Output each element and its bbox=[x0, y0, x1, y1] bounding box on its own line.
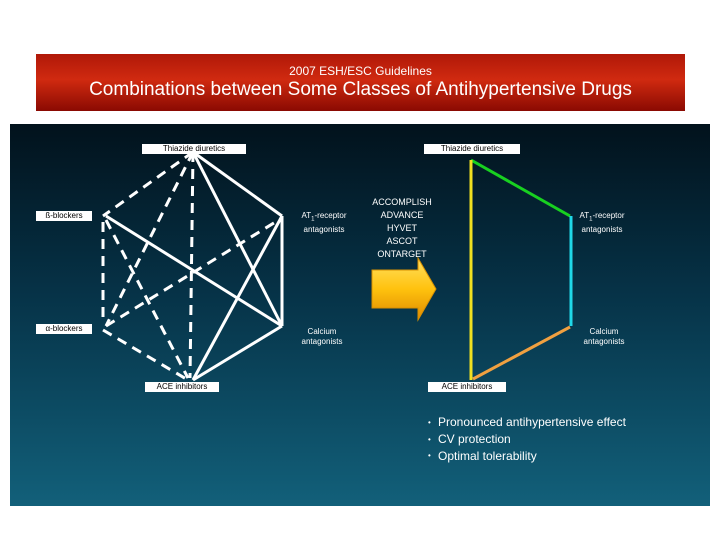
edge-thiazide-beta bbox=[103, 152, 193, 216]
benefit-item bbox=[428, 448, 626, 465]
label-calcium-right bbox=[574, 327, 634, 347]
thiazide-text: Thiazide diuretics bbox=[162, 144, 226, 153]
label-at1-left bbox=[292, 211, 356, 235]
benefit-item bbox=[428, 414, 626, 431]
label-thiazide-left bbox=[142, 144, 246, 154]
bullet-icon: • bbox=[428, 417, 431, 427]
label-at1-right bbox=[570, 211, 634, 235]
trial-item: HYVET bbox=[386, 223, 417, 233]
calcium-line1: Calcium bbox=[307, 327, 337, 336]
edge-thiazide-alpha bbox=[106, 152, 193, 326]
at1-line2: antagonists bbox=[581, 224, 623, 234]
calcium-line2: antagonists bbox=[583, 337, 625, 346]
label-ace-right bbox=[428, 382, 506, 392]
bullet-icon: • bbox=[428, 434, 431, 444]
edge-thiazide-at1-green bbox=[471, 160, 570, 216]
edge-alpha-ace bbox=[103, 330, 188, 380]
edge-calcium-ace-orange bbox=[473, 327, 570, 379]
guidelines-subtitle: 2007 ESH/ESC Guidelines bbox=[289, 64, 432, 78]
bullet-icon: • bbox=[428, 451, 431, 461]
at1-line1: $AT_1$-receptor bbox=[301, 211, 347, 223]
trial-item: ASCOT bbox=[386, 236, 418, 246]
slide-title: Combinations between Some Classes of Antihypertensive Drugs bbox=[89, 79, 632, 100]
benefit-text: Pronounced antihypertensive effect bbox=[438, 415, 626, 429]
ace-text: ACE inhibitors bbox=[156, 382, 208, 391]
thiazide-text: Thiazide diuretics bbox=[440, 144, 504, 153]
trial-item: ADVANCE bbox=[380, 210, 424, 220]
benefit-text: Optimal tolerability bbox=[438, 448, 537, 463]
alpha-blockers-text: α-blockers bbox=[45, 324, 83, 333]
calcium-line1: Calcium bbox=[589, 327, 619, 336]
label-thiazide-right bbox=[424, 144, 520, 154]
edge-thiazide-ace bbox=[190, 152, 193, 378]
beta-blockers-text: ß-blockers bbox=[45, 211, 83, 220]
trials-list bbox=[362, 196, 442, 261]
benefit-text: CV protection bbox=[438, 431, 511, 446]
label-beta-blockers bbox=[36, 211, 92, 221]
ace-text: ACE inhibitors bbox=[441, 382, 493, 391]
label-alpha-blockers bbox=[36, 324, 92, 334]
arrow-shape bbox=[372, 258, 436, 320]
edge-thiazide-at1 bbox=[193, 152, 282, 216]
trial-item: ACCOMPLISH bbox=[372, 197, 432, 207]
benefit-item bbox=[428, 431, 626, 448]
at1-line1: $AT_1$-receptor bbox=[579, 211, 625, 223]
calcium-line2: antagonists bbox=[301, 337, 343, 346]
label-calcium-left bbox=[292, 327, 352, 347]
benefits-list bbox=[428, 414, 626, 464]
trial-item: ONTARGET bbox=[377, 249, 427, 259]
label-ace-left bbox=[145, 382, 219, 392]
at1-line2: antagonists bbox=[303, 224, 345, 234]
